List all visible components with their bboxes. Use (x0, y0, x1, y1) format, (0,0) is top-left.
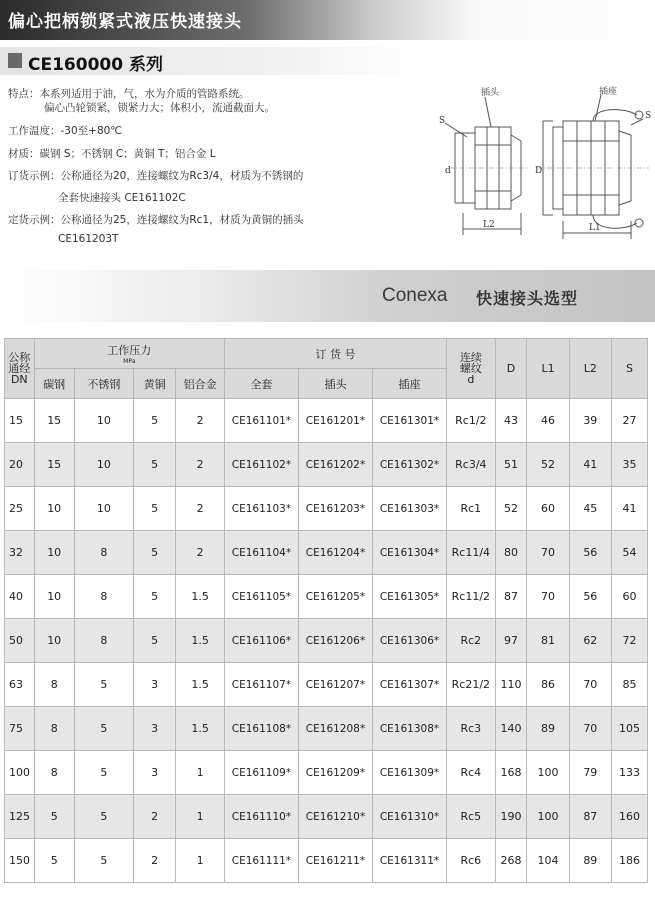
cell-dn: 20 (5, 443, 35, 487)
cell-brass: 5 (134, 531, 176, 575)
cell-brass: 5 (134, 575, 176, 619)
cell-stainless: 5 (74, 663, 133, 707)
cell-full-set: CE161104* (224, 531, 298, 575)
cell-thread: Rc6 (447, 839, 496, 883)
cell-thread: Rc1 (447, 487, 496, 531)
dim-s-left: S (439, 116, 446, 126)
cell-aluminum: 2 (176, 443, 225, 487)
series-bar (0, 47, 420, 75)
cell-thread: Rc3/4 (447, 443, 496, 487)
cell-L1: 100 (527, 795, 569, 839)
cell-carbon: 8 (34, 707, 74, 751)
cell-carbon: 5 (34, 839, 74, 883)
cell-L2: 79 (569, 751, 611, 795)
cell-thread: Rc11/4 (447, 531, 496, 575)
cell-socket: CE161309* (372, 751, 446, 795)
cell-full-set: CE161105* (224, 575, 298, 619)
cell-carbon: 10 (34, 619, 74, 663)
cell-S: 105 (611, 707, 647, 751)
cell-carbon: 15 (34, 443, 74, 487)
cell-S: 160 (611, 795, 647, 839)
cell-S: 85 (611, 663, 647, 707)
header-dn: 公称 通经 DN (5, 339, 35, 399)
cell-full-set: CE161103* (224, 487, 298, 531)
features-line-2: 偏心凸轮锁紧，锁紧力大；体积小，流通截面大。 (44, 102, 275, 114)
cell-thread: Rc2 (447, 619, 496, 663)
order-example-1a: 订货示例：公称通径为20，连接螺纹为Rc3/4，材质为不锈钢的 (8, 170, 304, 182)
dim-L2: L2 (483, 220, 495, 230)
cell-plug: CE161207* (298, 663, 372, 707)
cell-L2: 56 (569, 531, 611, 575)
cell-S: 186 (611, 839, 647, 883)
table-row (5, 487, 648, 531)
cell-full-set: CE161102* (224, 443, 298, 487)
banner-title: 快速接头选型 (476, 289, 579, 308)
cell-D: 97 (495, 619, 527, 663)
header-S: S (611, 339, 647, 399)
temperature-text: 工作温度：-30至+80℃ (8, 125, 123, 137)
selection-banner (0, 270, 655, 322)
cell-D: 110 (495, 663, 527, 707)
cell-S: 27 (611, 399, 647, 443)
table-row (5, 751, 648, 795)
table-row (5, 443, 648, 487)
cell-S: 35 (611, 443, 647, 487)
cell-plug: CE161206* (298, 619, 372, 663)
cell-dn: 40 (5, 575, 35, 619)
series-title: CE160000 系列 (28, 55, 163, 75)
cell-D: 87 (495, 575, 527, 619)
cell-L2: 56 (569, 575, 611, 619)
cell-stainless: 8 (74, 531, 133, 575)
cell-brass: 2 (134, 839, 176, 883)
cell-stainless: 8 (74, 575, 133, 619)
header-D: D (495, 339, 527, 399)
cell-L1: 100 (527, 751, 569, 795)
cell-aluminum: 1 (176, 751, 225, 795)
table-row (5, 795, 648, 839)
cell-brass: 5 (134, 487, 176, 531)
cell-dn: 63 (5, 663, 35, 707)
cell-stainless: 8 (74, 619, 133, 663)
cell-plug: CE161205* (298, 575, 372, 619)
order-example-2b: CE161203T (58, 233, 119, 245)
cell-plug: CE161210* (298, 795, 372, 839)
cell-socket: CE161307* (372, 663, 446, 707)
cell-full-set: CE161109* (224, 751, 298, 795)
cell-L1: 89 (527, 707, 569, 751)
cell-brass: 3 (134, 707, 176, 751)
cell-socket: CE161301* (372, 399, 446, 443)
cell-L1: 46 (527, 399, 569, 443)
cell-D: 43 (495, 399, 527, 443)
cell-thread: Rc1/2 (447, 399, 496, 443)
header-aluminum: 铝合金 (176, 369, 225, 399)
cell-thread: Rc11/2 (447, 575, 496, 619)
cell-D: 268 (495, 839, 527, 883)
cell-aluminum: 1.5 (176, 707, 225, 751)
cell-full-set: CE161106* (224, 619, 298, 663)
cell-dn: 100 (5, 751, 35, 795)
cell-stainless: 5 (74, 795, 133, 839)
cell-carbon: 5 (34, 795, 74, 839)
cell-plug: CE161203* (298, 487, 372, 531)
features-line-1: 特点：本系列适用于油，气，水为介质的管路系统。 (8, 88, 250, 100)
cell-socket: CE161303* (372, 487, 446, 531)
cell-aluminum: 1.5 (176, 619, 225, 663)
cell-L1: 104 (527, 839, 569, 883)
cell-brass: 5 (134, 619, 176, 663)
cell-S: 41 (611, 487, 647, 531)
material-text: 材质：碳钢 S；不锈钢 C；黄铜 T；铝合金 L (8, 148, 216, 160)
cell-stainless: 5 (74, 707, 133, 751)
coupling-drawing (425, 85, 653, 255)
cell-L1: 70 (527, 575, 569, 619)
cell-socket: CE161306* (372, 619, 446, 663)
cell-thread: Rc4 (447, 751, 496, 795)
dim-s-right: S (645, 111, 652, 121)
cell-D: 51 (495, 443, 527, 487)
cell-thread: Rc21/2 (447, 663, 496, 707)
header-plug: 插头 (298, 369, 372, 399)
cell-dn: 75 (5, 707, 35, 751)
cell-stainless: 10 (74, 487, 133, 531)
cell-L1: 86 (527, 663, 569, 707)
header-L1: L1 (527, 339, 569, 399)
cell-L1: 70 (527, 531, 569, 575)
cell-socket: CE161311* (372, 839, 446, 883)
cell-full-set: CE161111* (224, 839, 298, 883)
cell-dn: 150 (5, 839, 35, 883)
header-brass: 黄铜 (134, 369, 176, 399)
cell-full-set: CE161107* (224, 663, 298, 707)
cell-S: 133 (611, 751, 647, 795)
cell-carbon: 8 (34, 663, 74, 707)
socket-label: 插座 (599, 87, 618, 97)
cell-thread: Rc5 (447, 795, 496, 839)
cell-L2: 41 (569, 443, 611, 487)
cell-D: 140 (495, 707, 527, 751)
page-title: 偏心把柄锁紧式液压快速接头 (8, 12, 242, 32)
cell-brass: 5 (134, 443, 176, 487)
cell-stainless: 5 (74, 839, 133, 883)
cell-dn: 15 (5, 399, 35, 443)
header-pressure: 工作压力 MPa (34, 339, 224, 369)
cell-stainless: 10 (74, 443, 133, 487)
header-order-no: 订 货 号 (224, 339, 446, 369)
cell-plug: CE161201* (298, 399, 372, 443)
table-row (5, 839, 648, 883)
cell-D: 52 (495, 487, 527, 531)
header-carbon: 碳钢 (34, 369, 74, 399)
plug-label: 插头 (481, 88, 500, 98)
cell-stainless: 10 (74, 399, 133, 443)
cell-full-set: CE161108* (224, 707, 298, 751)
cell-brass: 5 (134, 399, 176, 443)
table-row (5, 707, 648, 751)
series-square-icon (8, 53, 22, 68)
cell-dn: 25 (5, 487, 35, 531)
cell-aluminum: 1 (176, 795, 225, 839)
table-row (5, 663, 648, 707)
page-title-bar (0, 0, 655, 40)
cell-stainless: 5 (74, 751, 133, 795)
cell-brass: 3 (134, 751, 176, 795)
cell-D: 190 (495, 795, 527, 839)
cell-socket: CE161302* (372, 443, 446, 487)
cell-D: 168 (495, 751, 527, 795)
cell-full-set: CE161110* (224, 795, 298, 839)
header-socket: 插座 (372, 369, 446, 399)
cell-brass: 2 (134, 795, 176, 839)
cell-L1: 52 (527, 443, 569, 487)
cell-plug: CE161202* (298, 443, 372, 487)
order-example-1b: 全套快速接头 CE161102C (58, 192, 186, 204)
dim-d: d (445, 166, 451, 176)
cell-socket: CE161304* (372, 531, 446, 575)
cell-plug: CE161208* (298, 707, 372, 751)
cell-carbon: 10 (34, 531, 74, 575)
cell-L2: 70 (569, 663, 611, 707)
dim-D: D (535, 166, 543, 176)
cell-S: 60 (611, 575, 647, 619)
table-row (5, 531, 648, 575)
cell-plug: CE161209* (298, 751, 372, 795)
spec-table (4, 338, 648, 883)
table-row (5, 399, 648, 443)
cell-aluminum: 1.5 (176, 575, 225, 619)
cell-dn: 32 (5, 531, 35, 575)
cell-aluminum: 2 (176, 399, 225, 443)
cell-aluminum: 1 (176, 839, 225, 883)
brand-name: Conexa (382, 285, 448, 306)
cell-aluminum: 2 (176, 487, 225, 531)
dim-L1: L1 (589, 223, 601, 233)
cell-carbon: 15 (34, 399, 74, 443)
table-row (5, 575, 648, 619)
cell-carbon: 8 (34, 751, 74, 795)
header-thread: 连续 螺纹 d (447, 339, 496, 399)
cell-L2: 87 (569, 795, 611, 839)
header-full-set: 全套 (224, 369, 298, 399)
cell-thread: Rc3 (447, 707, 496, 751)
cell-D: 80 (495, 531, 527, 575)
cell-L2: 45 (569, 487, 611, 531)
cell-socket: CE161305* (372, 575, 446, 619)
cell-dn: 125 (5, 795, 35, 839)
cell-socket: CE161310* (372, 795, 446, 839)
cell-L2: 89 (569, 839, 611, 883)
cell-aluminum: 2 (176, 531, 225, 575)
cell-full-set: CE161101* (224, 399, 298, 443)
cell-dn: 50 (5, 619, 35, 663)
cell-L1: 60 (527, 487, 569, 531)
order-example-2a: 定货示例：公称通径为25，连接螺纹为Rc1，材质为黄铜的插头 (8, 214, 304, 226)
cell-carbon: 10 (34, 575, 74, 619)
cell-socket: CE161308* (372, 707, 446, 751)
cell-carbon: 10 (34, 487, 74, 531)
cell-S: 54 (611, 531, 647, 575)
cell-L2: 62 (569, 619, 611, 663)
table-row (5, 619, 648, 663)
cell-plug: CE161204* (298, 531, 372, 575)
cell-plug: CE161211* (298, 839, 372, 883)
cell-S: 72 (611, 619, 647, 663)
cell-L2: 39 (569, 399, 611, 443)
cell-L2: 70 (569, 707, 611, 751)
cell-L1: 81 (527, 619, 569, 663)
header-L2: L2 (569, 339, 611, 399)
cell-brass: 3 (134, 663, 176, 707)
header-stainless: 不锈钢 (74, 369, 133, 399)
cell-aluminum: 1.5 (176, 663, 225, 707)
